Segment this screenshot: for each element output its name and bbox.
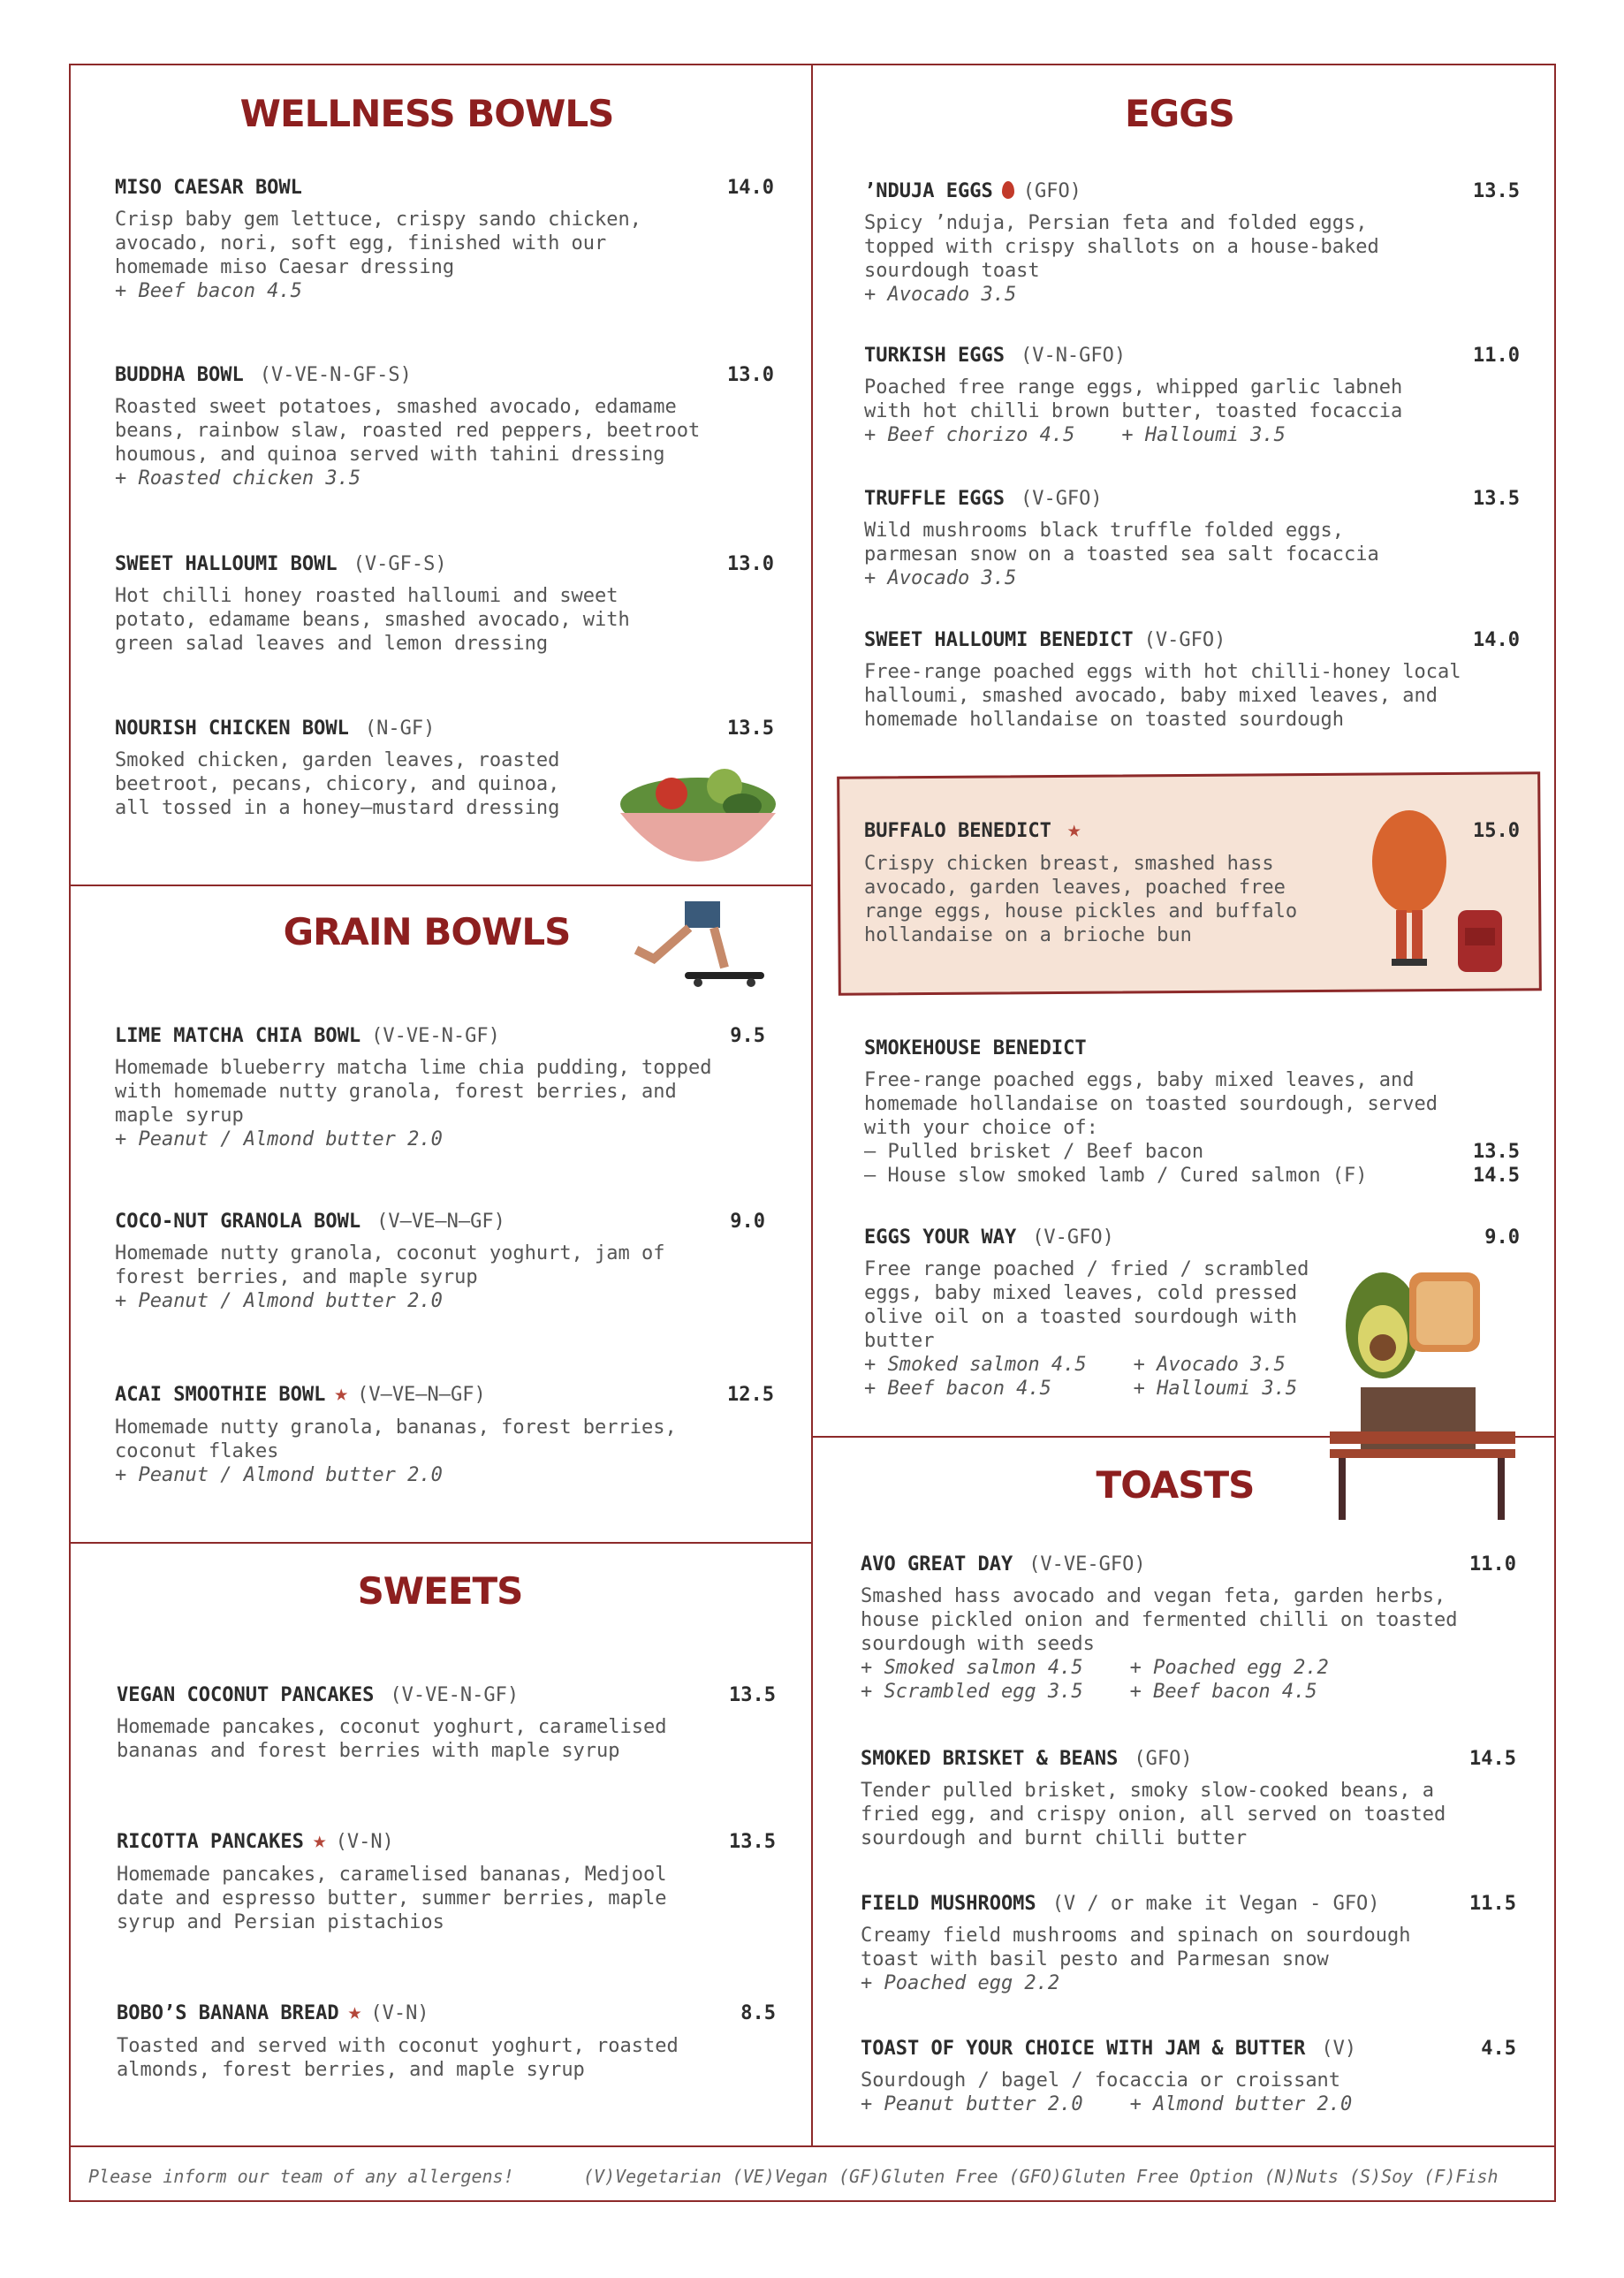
- item-name: ACAI SMOOTHIE BOWL: [115, 1384, 326, 1406]
- item-desc: homemade hollandaise on toasted sourdough: [864, 709, 1345, 731]
- star-icon: ★: [334, 1380, 349, 1407]
- item-desc: olive oil on a toasted sourdough with: [864, 1306, 1298, 1328]
- item-desc: beetroot, pecans, chicory, and quinoa,: [115, 773, 560, 795]
- item-price: 13.0: [727, 553, 774, 575]
- item-diet-tag: (V-VE-N-GF): [390, 1684, 520, 1706]
- item-price: 13.5: [1473, 180, 1520, 202]
- item-desc: Smoked chicken, garden leaves, roasted: [115, 749, 560, 771]
- option-row: [864, 1164, 1520, 1188]
- item-price: 13.5: [729, 1831, 776, 1853]
- heading-wellness-bowls: WELLNESS BOWLS: [239, 92, 614, 135]
- menu-item-smokehouse-benedict: [864, 1037, 1520, 1188]
- option-price: 13.5: [1473, 1141, 1520, 1163]
- menu-item-smoked-brisket-beans: [861, 1748, 1516, 1850]
- item-desc: Smashed hass avocado and vegan feta, garden herbs,: [861, 1585, 1446, 1607]
- item-name: RICOTTA PANCAKES: [117, 1831, 304, 1853]
- menu-item-eggs-your-way: [864, 1226, 1520, 1401]
- item-price: 12.5: [727, 1384, 774, 1406]
- item-desc: with hot chilli brown butter, toasted focaccia: [864, 400, 1403, 422]
- item-diet-tag: (V—VE—N—GF): [357, 1384, 486, 1406]
- item-desc: with your choice of:: [864, 1117, 1098, 1139]
- item-price: 14.0: [727, 177, 774, 199]
- menu-item-coco-nut-granola-bowl: [115, 1211, 765, 1313]
- item-desc: Homemade nutty granola, coconut yoghurt, jam of: [115, 1242, 665, 1264]
- menu-item-toast-of-your-choice: [861, 2038, 1516, 2116]
- item-name: BUFFALO BENEDICT: [864, 820, 1051, 842]
- item-desc: house pickled onion and fermented chilli on toasted: [861, 1609, 1458, 1631]
- item-desc: beans, rainbow slaw, roasted red peppers, beetroot: [115, 420, 701, 442]
- item-desc: eggs, baby mixed leaves, cold pressed: [864, 1282, 1298, 1304]
- item-desc: houmous, and quinoa served with tahini dressing: [115, 444, 665, 466]
- item-price: 14.5: [1469, 1748, 1516, 1770]
- item-price: 13.5: [729, 1684, 776, 1706]
- menu-item-ricotta-pancakes: [117, 1827, 776, 1934]
- item-desc: coconut flakes: [115, 1440, 279, 1462]
- dietary-key: (V)Vegetarian (VE)Vegan (GF)Gluten Free (GFO)Gluten Free Option (N)Nuts (S)Soy (F)Fish: [583, 2166, 1499, 2187]
- item-price: 9.0: [1484, 1226, 1520, 1249]
- item-price: 13.0: [727, 364, 774, 386]
- item-desc: range eggs, house pickles and buffalo: [864, 900, 1298, 923]
- item-desc: potato, edamame beans, smashed avocado, with: [115, 609, 630, 631]
- item-diet-tag: (V / or make it Vegan - GFO): [1051, 1893, 1380, 1915]
- item-desc: halloumi, smashed avocado, baby mixed leaves, and: [864, 685, 1438, 707]
- menu-item-sweet-halloumi-benedict: [864, 629, 1520, 732]
- divider-footer: [69, 2145, 1556, 2147]
- item-price: 13.5: [727, 718, 774, 740]
- item-name: SWEET HALLOUMI BOWL: [115, 553, 338, 575]
- menu-item-lime-matcha-chia-bowl: [115, 1025, 765, 1151]
- item-desc: bananas and forest berries with maple syrup: [117, 1740, 620, 1762]
- item-desc: parmesan snow on a toasted sea salt focaccia: [864, 543, 1379, 566]
- item-desc: forest berries, and maple syrup: [115, 1266, 478, 1288]
- item-addon: + Peanut / Almond butter 2.0: [115, 1464, 443, 1486]
- item-name: AVO GREAT DAY: [861, 1553, 1013, 1576]
- item-price: 15.0: [1473, 820, 1520, 842]
- item-desc: avocado, garden leaves, poached free: [864, 877, 1286, 899]
- item-desc: Hot chilli honey roasted halloumi and sweet: [115, 585, 618, 607]
- item-desc: with homemade nutty granola, forest berries, and: [115, 1081, 677, 1103]
- item-diet-tag: (V-VE-N-GF): [371, 1025, 500, 1047]
- option-price: 14.5: [1473, 1165, 1520, 1187]
- menu-item-sweet-halloumi-bowl: [115, 553, 774, 656]
- item-diet-tag: (V-VE-N-GF-S): [259, 364, 412, 386]
- item-diet-tag: (V-GFO): [1032, 1226, 1114, 1249]
- item-diet-tag: (V-VE-GFO): [1028, 1553, 1146, 1576]
- item-desc: Homemade blueberry matcha lime chia pudding, topped: [115, 1057, 712, 1079]
- heading-toasts: TOASTS: [1096, 1463, 1255, 1507]
- item-addon: + Poached egg 2.2: [861, 1972, 1060, 1994]
- menu-item-nduja-eggs: [864, 180, 1520, 307]
- item-price: 9.0: [730, 1211, 765, 1233]
- star-icon: ★: [312, 1827, 327, 1854]
- item-addon: + Peanut butter 2.0 + Almond butter 2.0: [861, 2093, 1353, 2115]
- item-desc: hollandaise on a brioche bun: [864, 924, 1192, 946]
- item-desc: all tossed in a honey—mustard dressing: [115, 797, 560, 819]
- item-name: SWEET HALLOUMI BENEDICT: [864, 629, 1134, 651]
- item-desc: almonds, forest berries, and maple syrup: [117, 2059, 585, 2081]
- menu-item-buffalo-benedict: [864, 816, 1520, 947]
- item-diet-tag: (V-N): [335, 1831, 394, 1853]
- item-diet-tag: (V-GFO): [1020, 488, 1103, 510]
- item-desc: Crispy chicken breast, smashed hass: [864, 853, 1274, 875]
- item-desc: syrup and Persian pistachios: [117, 1911, 444, 1933]
- item-desc: Roasted sweet potatoes, smashed avocado, edamame: [115, 396, 677, 418]
- menu-item-vegan-coconut-pancakes: [117, 1684, 776, 1763]
- item-price: 11.0: [1473, 345, 1520, 367]
- item-desc: sourdough toast: [864, 260, 1040, 282]
- item-addon: + Peanut / Almond butter 2.0: [115, 1128, 443, 1150]
- item-addon: + Scrambled egg 3.5 + Beef bacon 4.5: [861, 1681, 1317, 1703]
- item-price: 11.0: [1469, 1553, 1516, 1576]
- item-price: 14.0: [1473, 629, 1520, 651]
- item-addon: + Beef bacon 4.5: [115, 280, 302, 302]
- menu-item-turkish-eggs: [864, 345, 1520, 447]
- item-addon: + Peanut / Almond butter 2.0: [115, 1290, 443, 1312]
- item-desc: date and espresso butter, summer berries, maple: [117, 1887, 667, 1910]
- item-name: TURKISH EGGS: [864, 345, 1005, 367]
- heading-grain-bowls: GRAIN BOWLS: [283, 910, 571, 953]
- item-name: COCO-NUT GRANOLA BOWL: [115, 1211, 361, 1233]
- item-name: BUDDHA BOWL: [115, 364, 244, 386]
- menu-item-acai-smoothie-bowl: [115, 1380, 774, 1487]
- item-desc: Creamy field mushrooms and spinach on sourdough: [861, 1925, 1411, 1947]
- item-name: MISO CAESAR BOWL: [115, 177, 302, 199]
- option-label: — Pulled brisket / Beef bacon: [864, 1141, 1204, 1163]
- item-diet-tag: (N-GF): [364, 718, 436, 740]
- option-label: — House slow smoked lamb / Cured salmon (F): [864, 1165, 1368, 1187]
- item-addon: + Roasted chicken 3.5: [115, 467, 361, 490]
- menu-item-bobos-banana-bread: [117, 1999, 776, 2082]
- option-row: [864, 1140, 1520, 1164]
- item-desc: sourdough with seeds: [861, 1633, 1095, 1655]
- item-desc: Spicy ’nduja, Persian feta and folded eggs,: [864, 212, 1368, 234]
- item-desc: homemade hollandaise on toasted sourdough, served: [864, 1093, 1438, 1115]
- heading-sweets: SWEETS: [357, 1569, 523, 1613]
- item-diet-tag: (V—VE—N—GF): [376, 1211, 505, 1233]
- menu-item-field-mushrooms: [861, 1893, 1516, 1995]
- item-diet-tag: (V-GF-S): [353, 553, 447, 575]
- item-addon: + Beef chorizo 4.5 + Halloumi 3.5: [864, 424, 1286, 446]
- item-desc: Toasted and served with coconut yoghurt, roasted: [117, 2035, 679, 2057]
- item-desc: Homemade nutty granola, bananas, forest berries,: [115, 1416, 677, 1439]
- item-price: 9.5: [730, 1025, 765, 1047]
- item-desc: toast with basil pesto and Parmesan snow: [861, 1948, 1329, 1970]
- menu-item-truffle-eggs: [864, 488, 1520, 590]
- item-name: TOAST OF YOUR CHOICE WITH JAM & BUTTER: [861, 2038, 1306, 2060]
- item-addon: + Beef bacon 4.5 + Halloumi 3.5: [864, 1378, 1298, 1400]
- item-desc: Tender pulled brisket, smoky slow-cooked beans, a: [861, 1780, 1435, 1802]
- item-diet-tag: (V-N-GFO): [1020, 345, 1127, 367]
- chilli-drop-icon: [1002, 181, 1014, 199]
- divider-grain-sweets: [69, 1542, 813, 1544]
- star-icon: ★: [347, 1999, 362, 2025]
- item-addon: + Smoked salmon 4.5 + Avocado 3.5: [864, 1354, 1286, 1376]
- item-desc: Free range poached / fried / scrambled: [864, 1258, 1309, 1280]
- item-addon: + Smoked salmon 4.5 + Poached egg 2.2: [861, 1657, 1329, 1679]
- item-diet-tag: (GFO): [1022, 180, 1081, 202]
- item-desc: Free-range poached eggs with hot chilli-honey local: [864, 661, 1461, 683]
- item-desc: fried egg, and crispy onion, all served on toasted: [861, 1803, 1446, 1826]
- item-name: NOURISH CHICKEN BOWL: [115, 718, 349, 740]
- item-name: BOBO’S BANANA BREAD: [117, 2002, 339, 2024]
- item-diet-tag: (V): [1321, 2038, 1357, 2060]
- menu-item-nourish-chicken-bowl: [115, 718, 774, 820]
- item-desc: Homemade pancakes, caramelised bananas, Medjool: [117, 1864, 667, 1886]
- item-name: ’NDUJA EGGS: [864, 180, 993, 202]
- menu-item-avo-great-day: [861, 1553, 1516, 1704]
- item-diet-tag: (GFO): [1134, 1748, 1193, 1770]
- item-desc: Wild mushrooms black truffle folded eggs,: [864, 520, 1345, 542]
- item-desc: Free-range poached eggs, baby mixed leaves, and: [864, 1069, 1415, 1091]
- item-price: 8.5: [740, 2002, 776, 2024]
- item-name: FIELD MUSHROOMS: [861, 1893, 1036, 1915]
- item-addon: + Avocado 3.5: [864, 567, 1017, 589]
- item-price: 4.5: [1481, 2038, 1516, 2060]
- item-desc: sourdough and burnt chilli butter: [861, 1827, 1248, 1849]
- item-desc: butter: [864, 1330, 935, 1352]
- item-desc: Crisp baby gem lettuce, crispy sando chicken,: [115, 209, 642, 231]
- item-name: EGGS YOUR WAY: [864, 1226, 1017, 1249]
- item-desc: Homemade pancakes, coconut yoghurt, caramelised: [117, 1716, 667, 1738]
- item-desc: avocado, nori, soft egg, finished with our: [115, 232, 607, 254]
- item-diet-tag: (V-GFO): [1143, 629, 1226, 651]
- heading-eggs: EGGS: [1125, 92, 1234, 135]
- item-name: SMOKEHOUSE BENEDICT: [864, 1037, 1087, 1059]
- item-name: SMOKED BRISKET & BEANS: [861, 1748, 1119, 1770]
- item-name: TRUFFLE EGGS: [864, 488, 1005, 510]
- item-desc: Sourdough / bagel / focaccia or croissant: [861, 2069, 1341, 2092]
- menu-item-buddha-bowl: [115, 364, 774, 490]
- item-price: 13.5: [1473, 488, 1520, 510]
- item-addon: + Avocado 3.5: [864, 284, 1017, 306]
- item-desc: Poached free range eggs, whipped garlic labneh: [864, 376, 1403, 399]
- item-diet-tag: (V-N): [370, 2002, 429, 2024]
- item-name: LIME MATCHA CHIA BOWL: [115, 1025, 361, 1047]
- item-desc: green salad leaves and lemon dressing: [115, 633, 549, 655]
- column-divider: [811, 64, 813, 2145]
- menu-item-miso-caesar-bowl: [115, 177, 774, 303]
- allergen-notice: Please inform our team of any allergens!: [88, 2166, 514, 2187]
- item-desc: topped with crispy shallots on a house-baked: [864, 236, 1379, 258]
- star-icon: ★: [1066, 816, 1081, 843]
- item-price: 11.5: [1469, 1893, 1516, 1915]
- item-desc: maple syrup: [115, 1105, 244, 1127]
- item-name: VEGAN COCONUT PANCAKES: [117, 1684, 375, 1706]
- item-desc: homemade miso Caesar dressing: [115, 256, 455, 278]
